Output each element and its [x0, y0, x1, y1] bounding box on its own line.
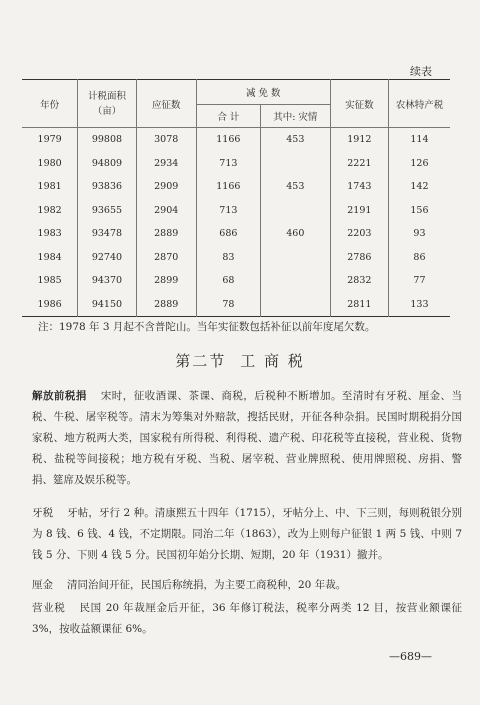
cell-area: 92740	[78, 246, 136, 270]
cell-assessed: 2870	[136, 246, 196, 270]
cell-area: 94809	[78, 152, 136, 176]
cell-total: 713	[196, 199, 260, 223]
cell-area: 93836	[78, 175, 136, 199]
cell-forestry: 77	[388, 269, 450, 293]
cell-actual: 2203	[330, 222, 388, 246]
cell-assessed: 2934	[136, 152, 196, 176]
paragraph-business-tax	[22, 598, 462, 640]
continuation-label: 续表	[410, 65, 432, 78]
paragraph-body: 宋时，征收酒课、茶课、商税，后税种不断增加。至清时有牙税、厘金、当税、牛税、屠宰税等。清末为筹集对外赔款，搜括民财，开征各种杂捐。民国时期税捐分国家税、地方税两大类，国家税有所得税、利得税、遗产税、印花税等直接税，营业税、货物税、盐税等间接税；地方税有牙税、当税、屠宰税、营业牌照税、使用牌照税、房捐、警捐、筵席及娱乐税等。	[32, 390, 463, 486]
cell-year: 1985	[22, 269, 78, 293]
paragraph-lijin	[22, 575, 462, 596]
paragraph-pre-liberation	[22, 386, 462, 491]
table-row	[22, 269, 450, 293]
table-row	[22, 246, 450, 270]
section-heading	[0, 350, 480, 371]
cell-year: 1979	[22, 128, 78, 152]
cell-actual: 2221	[330, 152, 388, 176]
cell-forestry: 126	[388, 152, 450, 176]
header-forestry: 农林特产税	[388, 80, 450, 128]
header-reduction: 减 免 数	[196, 80, 330, 105]
cell-year: 1982	[22, 199, 78, 223]
cell-disaster	[260, 152, 330, 176]
section-number: 第二节	[175, 352, 227, 370]
paragraph-heading: 解放前税捐	[32, 390, 87, 402]
cell-forestry: 86	[388, 246, 450, 270]
cell-actual: 2191	[330, 199, 388, 223]
header-assessed: 应征数	[136, 80, 196, 128]
cell-year: 1984	[22, 246, 78, 270]
cell-disaster	[260, 246, 330, 270]
cell-assessed: 2909	[136, 175, 196, 199]
cell-year: 1981	[22, 175, 78, 199]
cell-disaster: 453	[260, 128, 330, 152]
cell-disaster: 460	[260, 222, 330, 246]
cell-forestry: 156	[388, 199, 450, 223]
cell-forestry: 142	[388, 175, 450, 199]
header-year: 年份	[22, 80, 78, 128]
table-note: 注：1978 年 3 月起不含普陀山。当年实征数包括补征以前年度尾欠数。	[38, 321, 376, 333]
cell-assessed: 2899	[136, 269, 196, 293]
cell-disaster	[260, 199, 330, 223]
table-row	[22, 293, 450, 317]
table-row	[22, 199, 450, 223]
cell-assessed: 3078	[136, 128, 196, 152]
paragraph-broker-tax	[22, 503, 462, 566]
paragraph-heading: 厘金	[32, 579, 53, 591]
cell-assessed: 2904	[136, 199, 196, 223]
cell-actual: 1912	[330, 128, 388, 152]
table-row	[22, 128, 450, 152]
cell-forestry: 114	[388, 128, 450, 152]
header-total: 合 计	[196, 105, 260, 128]
paragraph-body: 牙帖，牙行 2 种。清康熙五十四年（1715），牙帖分上、中、下三则，每则税银分别为 8 钱、6 钱、4 钱，不定期限。同治二年（1863），改为上则每户征银 1 两 5 钱、中则 7 钱 5 分、下则 4 钱 5 分。民国初年始分长期、短期，20 年（1931）撤并。	[32, 507, 463, 561]
tax-table	[22, 79, 450, 317]
paragraph-heading: 营业税	[32, 602, 66, 614]
cell-total: 1166	[196, 128, 260, 152]
cell-disaster: 453	[260, 175, 330, 199]
cell-assessed: 2889	[136, 293, 196, 317]
cell-actual: 2811	[330, 293, 388, 317]
paragraph-heading: 牙税	[32, 507, 54, 519]
paragraph-body: 民国 20 年裁厘金后开征，36 年修订税法，税率分两类 12 目，按营业额课征 3%，按收益额课征 6%。	[32, 602, 462, 635]
cell-area: 94370	[78, 269, 136, 293]
cell-total: 686	[196, 222, 260, 246]
table-row	[22, 222, 450, 246]
cell-disaster	[260, 269, 330, 293]
paragraph-body: 清同治间开征，民国后称统捐，为主要工商税种，20 年裁。	[67, 579, 347, 591]
cell-total: 68	[196, 269, 260, 293]
cell-forestry: 93	[388, 222, 450, 246]
cell-area: 99808	[78, 128, 136, 152]
cell-year: 1986	[22, 293, 78, 317]
page-number: —689—	[389, 650, 432, 663]
cell-actual: 2832	[330, 269, 388, 293]
cell-actual: 2786	[330, 246, 388, 270]
cell-assessed: 2889	[136, 222, 196, 246]
cell-total: 713	[196, 152, 260, 176]
section-title: 工 商 税	[240, 352, 305, 370]
cell-total: 78	[196, 293, 260, 317]
header-taxable-area: 计税面积 （亩）	[78, 80, 136, 128]
table-row	[22, 175, 450, 199]
cell-area: 94150	[78, 293, 136, 317]
cell-area: 93478	[78, 222, 136, 246]
cell-year: 1983	[22, 222, 78, 246]
cell-year: 1980	[22, 152, 78, 176]
cell-actual: 1743	[330, 175, 388, 199]
header-actual: 实征数	[330, 80, 388, 128]
cell-area: 93655	[78, 199, 136, 223]
cell-forestry: 133	[388, 293, 450, 317]
header-of-which: 其中: 灾情	[260, 105, 330, 128]
cell-total: 83	[196, 246, 260, 270]
table-row	[22, 152, 450, 176]
cell-disaster	[260, 293, 330, 317]
cell-total: 1166	[196, 175, 260, 199]
